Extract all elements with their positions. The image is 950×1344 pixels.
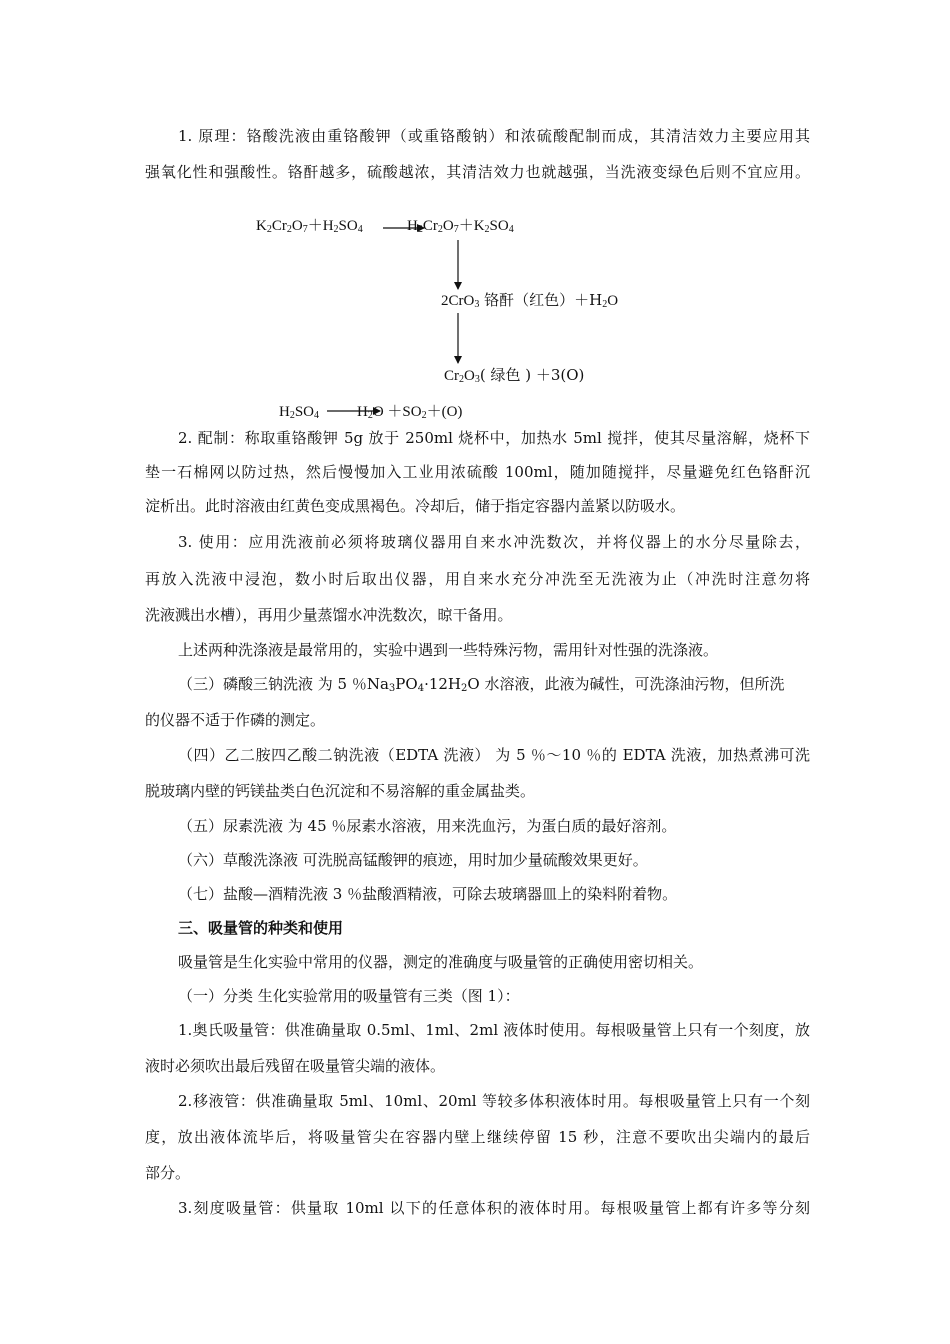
- paragraph-hcl-alcohol: （七）盐酸—酒精洗液 3 ％盐酸酒精液，可除去玻璃器皿上的染料附着物。: [178, 885, 678, 903]
- reaction-eq3: $Cr_2O_3$( 绿色 ) ＋3(O): [444, 366, 585, 385]
- paragraph-summary: 上述两种洗涤液是最常用的，实验中遇到一些特殊污物，需用针对性强的洗涤液。: [178, 641, 719, 659]
- paragraph-edta-line-1: （四）乙二胺四乙酸二钠洗液（EDTA 洗液） 为 5 ％～10 ％的 EDTA 洗液，加热煮沸可洗: [178, 746, 810, 764]
- paragraph-transfer-pipette-line-3: 部分。: [145, 1164, 191, 1182]
- paragraph-classification: （一）分类 生化实验常用的吸量管有三类（图 1）：: [178, 987, 520, 1005]
- paragraph-usage-line-1: 3. 使用：应用洗液前必须将玻璃仪器用自来水冲洗数次，并将仪器上的水分尽量除去，: [178, 533, 810, 551]
- paragraph-sodium-phosphate-line-1: （三）磷酸三钠洗液 为 5 ％$Na_3PO_4\cdot 12H_2O$ 水溶液，此液为碱性，可洗涤油污物，但所洗: [178, 675, 785, 694]
- paragraph-preparation-line-2: 垫一石棉网以防过热，然后慢慢加入工业用浓硫酸 100ml，随加随搅拌，尽量避免红色铬酐沉: [145, 463, 810, 481]
- paragraph-ostwald-pipette-line-2: 液时必须吹出最后残留在吸量管尖端的液体。: [145, 1057, 446, 1075]
- paragraph-transfer-pipette-line-1: 2.移液管：供准确量取 5ml、10ml、20ml 等较多体积液体时用。每根吸量管上只有一个刻: [178, 1092, 810, 1110]
- paragraph-edta-line-2: 脱玻璃内壁的钙镁盐类白色沉淀和不易溶解的重金属盐类。: [145, 782, 536, 800]
- paragraph-sodium-phosphate-line-2: 的仪器不适于作磷的测定。: [145, 711, 326, 729]
- section-heading-pipettes: 三、吸量管的种类和使用: [178, 919, 344, 937]
- paragraph-oxalic-acid: （六）草酸洗涤液 可洗脱高锰酸钾的痕迹，用时加少量硫酸效果更好。: [178, 851, 648, 869]
- paragraph-usage-line-2: 再放入洗液中浸泡，数小时后取出仪器，用自来水充分冲洗至无洗液为止（冲洗时注意勿将: [145, 570, 810, 588]
- reaction-eq4-reactant: $H_2SO_4$: [279, 404, 320, 421]
- paragraph-transfer-pipette-line-2: 度，放出液体流毕后，将吸量管尖在容器内壁上继续停留 15 秒，注意不要吹出尖端内的最后: [145, 1128, 810, 1146]
- reaction-eq1-reactants: $K_2Cr_2O_7+H_2SO_4$: [256, 218, 363, 235]
- paragraph-urea: （五）尿素洗液 为 45 ％尿素水溶液，用来洗血污，为蛋白质的最好溶剂。: [178, 817, 677, 835]
- paragraph-principle-line-1: 1. 原理：铬酸洗液由重铬酸钾（或重铬酸钠）和浓硫酸配制而成，其清洁效力主要应用其: [178, 127, 810, 145]
- paragraph-principle-line-2: 强氧化性和强酸性。铬酐越多，硫酸越浓，其清洁效力也就越强，当洗液变绿色后则不宜应用。: [145, 163, 810, 181]
- reaction-eq2: 2CrO$_3$ 铬酐（红色）$+H_2O$: [441, 291, 619, 310]
- paragraph-usage-line-3: 洗液溅出水槽），再用少量蒸馏水冲洗数次，晾干备用。: [145, 606, 513, 624]
- reaction-eq1-products: $H_2Cr_2O_7+K_2SO_4$: [407, 218, 514, 235]
- reaction-eq4-products: $H_2O +SO_2+(O)$: [357, 404, 463, 421]
- paragraph-preparation-line-1: 2. 配制：称取重铬酸钾 5g 放于 250ml 烧杯中，加热水 5ml 搅拌，使其尽量溶解，烧杯下: [178, 429, 810, 447]
- paragraph-preparation-line-3: 淀析出。此时溶液由红黄色变成黑褐色。冷却后，储于指定容器内盖紧以防吸水。: [145, 497, 686, 515]
- paragraph-graduated-pipette-line-1: 3.刻度吸量管：供量取 10ml 以下的任意体积的液体时用。每根吸量管上都有许多等分刻: [178, 1199, 810, 1217]
- paragraph-ostwald-pipette-line-1: 1.奥氏吸量管：供准确量取 0.5ml、1ml、2ml 液体时使用。每根吸量管上只有一个刻度，放: [178, 1021, 810, 1039]
- paragraph-pipette-intro: 吸量管是生化实验中常用的仪器，测定的准确度与吸量管的正确使用密切相关。: [178, 953, 704, 971]
